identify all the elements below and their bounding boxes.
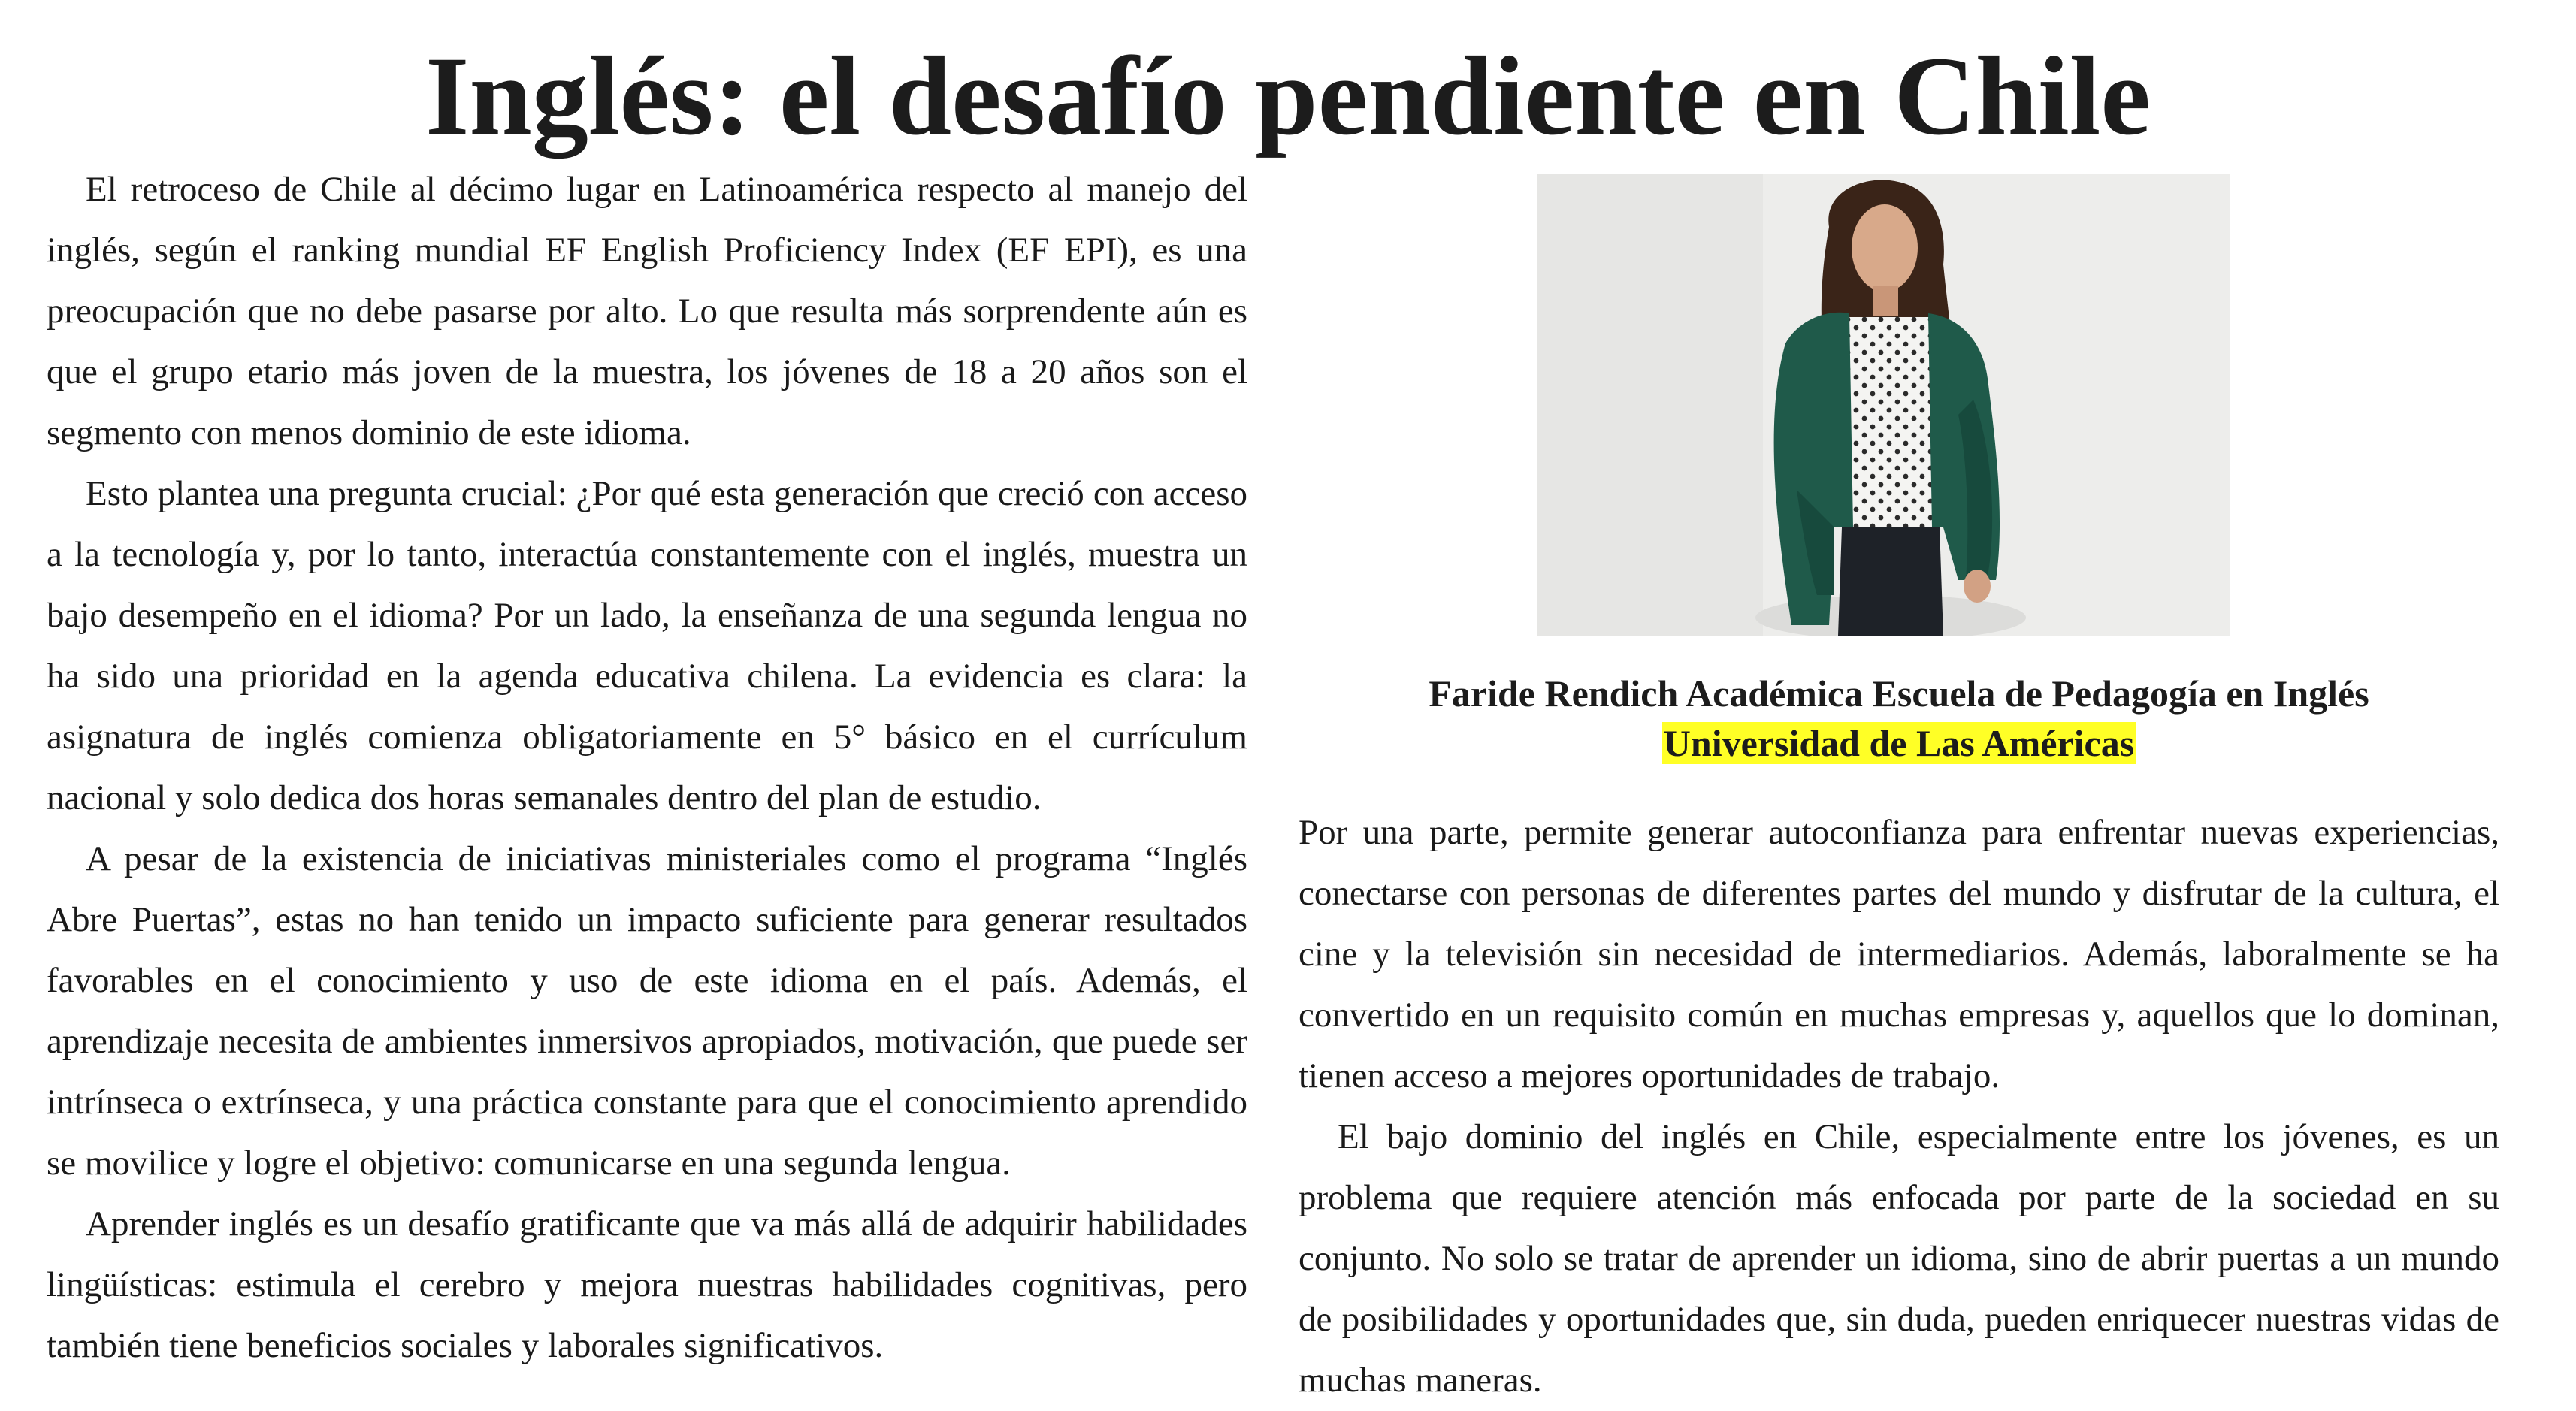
paragraph: Por una parte, permite generar autoconfianza para enfrentar nuevas experiencias, conectarse con personas de diferentes partes del mundo y disfrutar de la cultura, el cine y la televisión sin necesidad de intermediarios. Además, laboralmente se ha convertido en un requisito común en muchas empresas y, aquellos que lo dominan, tienen acceso a mejores oportunidades de trabajo.	[1299, 813, 2499, 1095]
caption-author-line: Faride Rendich Académica Escuela de Pedagogía en Inglés	[1429, 672, 2369, 715]
paragraph: A pesar de la existencia de iniciativas ministeriales como el programa “Inglés Abre Puertas”, estas no han tenido un impacto suficiente para generar resultados favorables en el conocimiento y uso de este idioma en el país. Además, el aprendizaje necesita de ambientes inmersivos apropiados, motivación, que puede ser intrínseca o extrínseca, y una práctica constante para que el conocimiento aprendido se movilice y logre el objetivo: comunicarse en una segunda lengua.	[47, 839, 1247, 1183]
article-title: Inglés: el desafío pendiente en Chile	[425, 34, 2151, 159]
right-column	[1299, 802, 2499, 1411]
paragraph: El bajo dominio del inglés en Chile, especialmente entre los jóvenes, es un problema que requiere atención más enfocada por parte de la sociedad en su conjunto. No solo se tratar de aprender un idioma, sino de abrir puertas a un mundo de posibilidades y oportunidades que, sin duda, pueden enriquecer nuestras vidas de muchas maneras.	[1299, 1117, 2499, 1400]
photo-caption	[1299, 669, 2499, 768]
author-portrait-photo	[1537, 174, 2230, 636]
left-column	[47, 159, 1247, 1376]
paragraph: Esto plantea una pregunta crucial: ¿Por qué esta generación que creció con acceso a la tecnología y, por lo tanto, interactúa constantemente con el inglés, muestra un bajo desempeño en el idioma? Por un lado, la enseñanza de una segunda lengua no ha sido una prioridad en la agenda educativa chilena. La evidencia es clara: la asignatura de inglés comienza obligatoriamente en 5° básico en el currículum nacional y solo dedica dos horas semanales dentro del plan de estudio.	[47, 474, 1247, 817]
paragraph: Aprender inglés es un desafío gratificante que va más allá de adquirir habilidades lingüísticas: estimula el cerebro y mejora nuestras habilidades cognitivas, pero también tiene beneficios sociales y laborales significativos.	[47, 1204, 1247, 1365]
paragraph: El retroceso de Chile al décimo lugar en Latinoamérica respecto al manejo del inglés, según el ranking mundial EF English Proficiency Index (EF EPI), es una preocupación que no debe pasarse por alto. Lo que resulta más sorprendente aún es que el grupo etario más joven de la muestra, los jóvenes de 18 a 20 años son el segmento con menos dominio de este idioma.	[47, 170, 1247, 452]
caption-university-highlight: Universidad de Las Américas	[1663, 722, 2135, 764]
